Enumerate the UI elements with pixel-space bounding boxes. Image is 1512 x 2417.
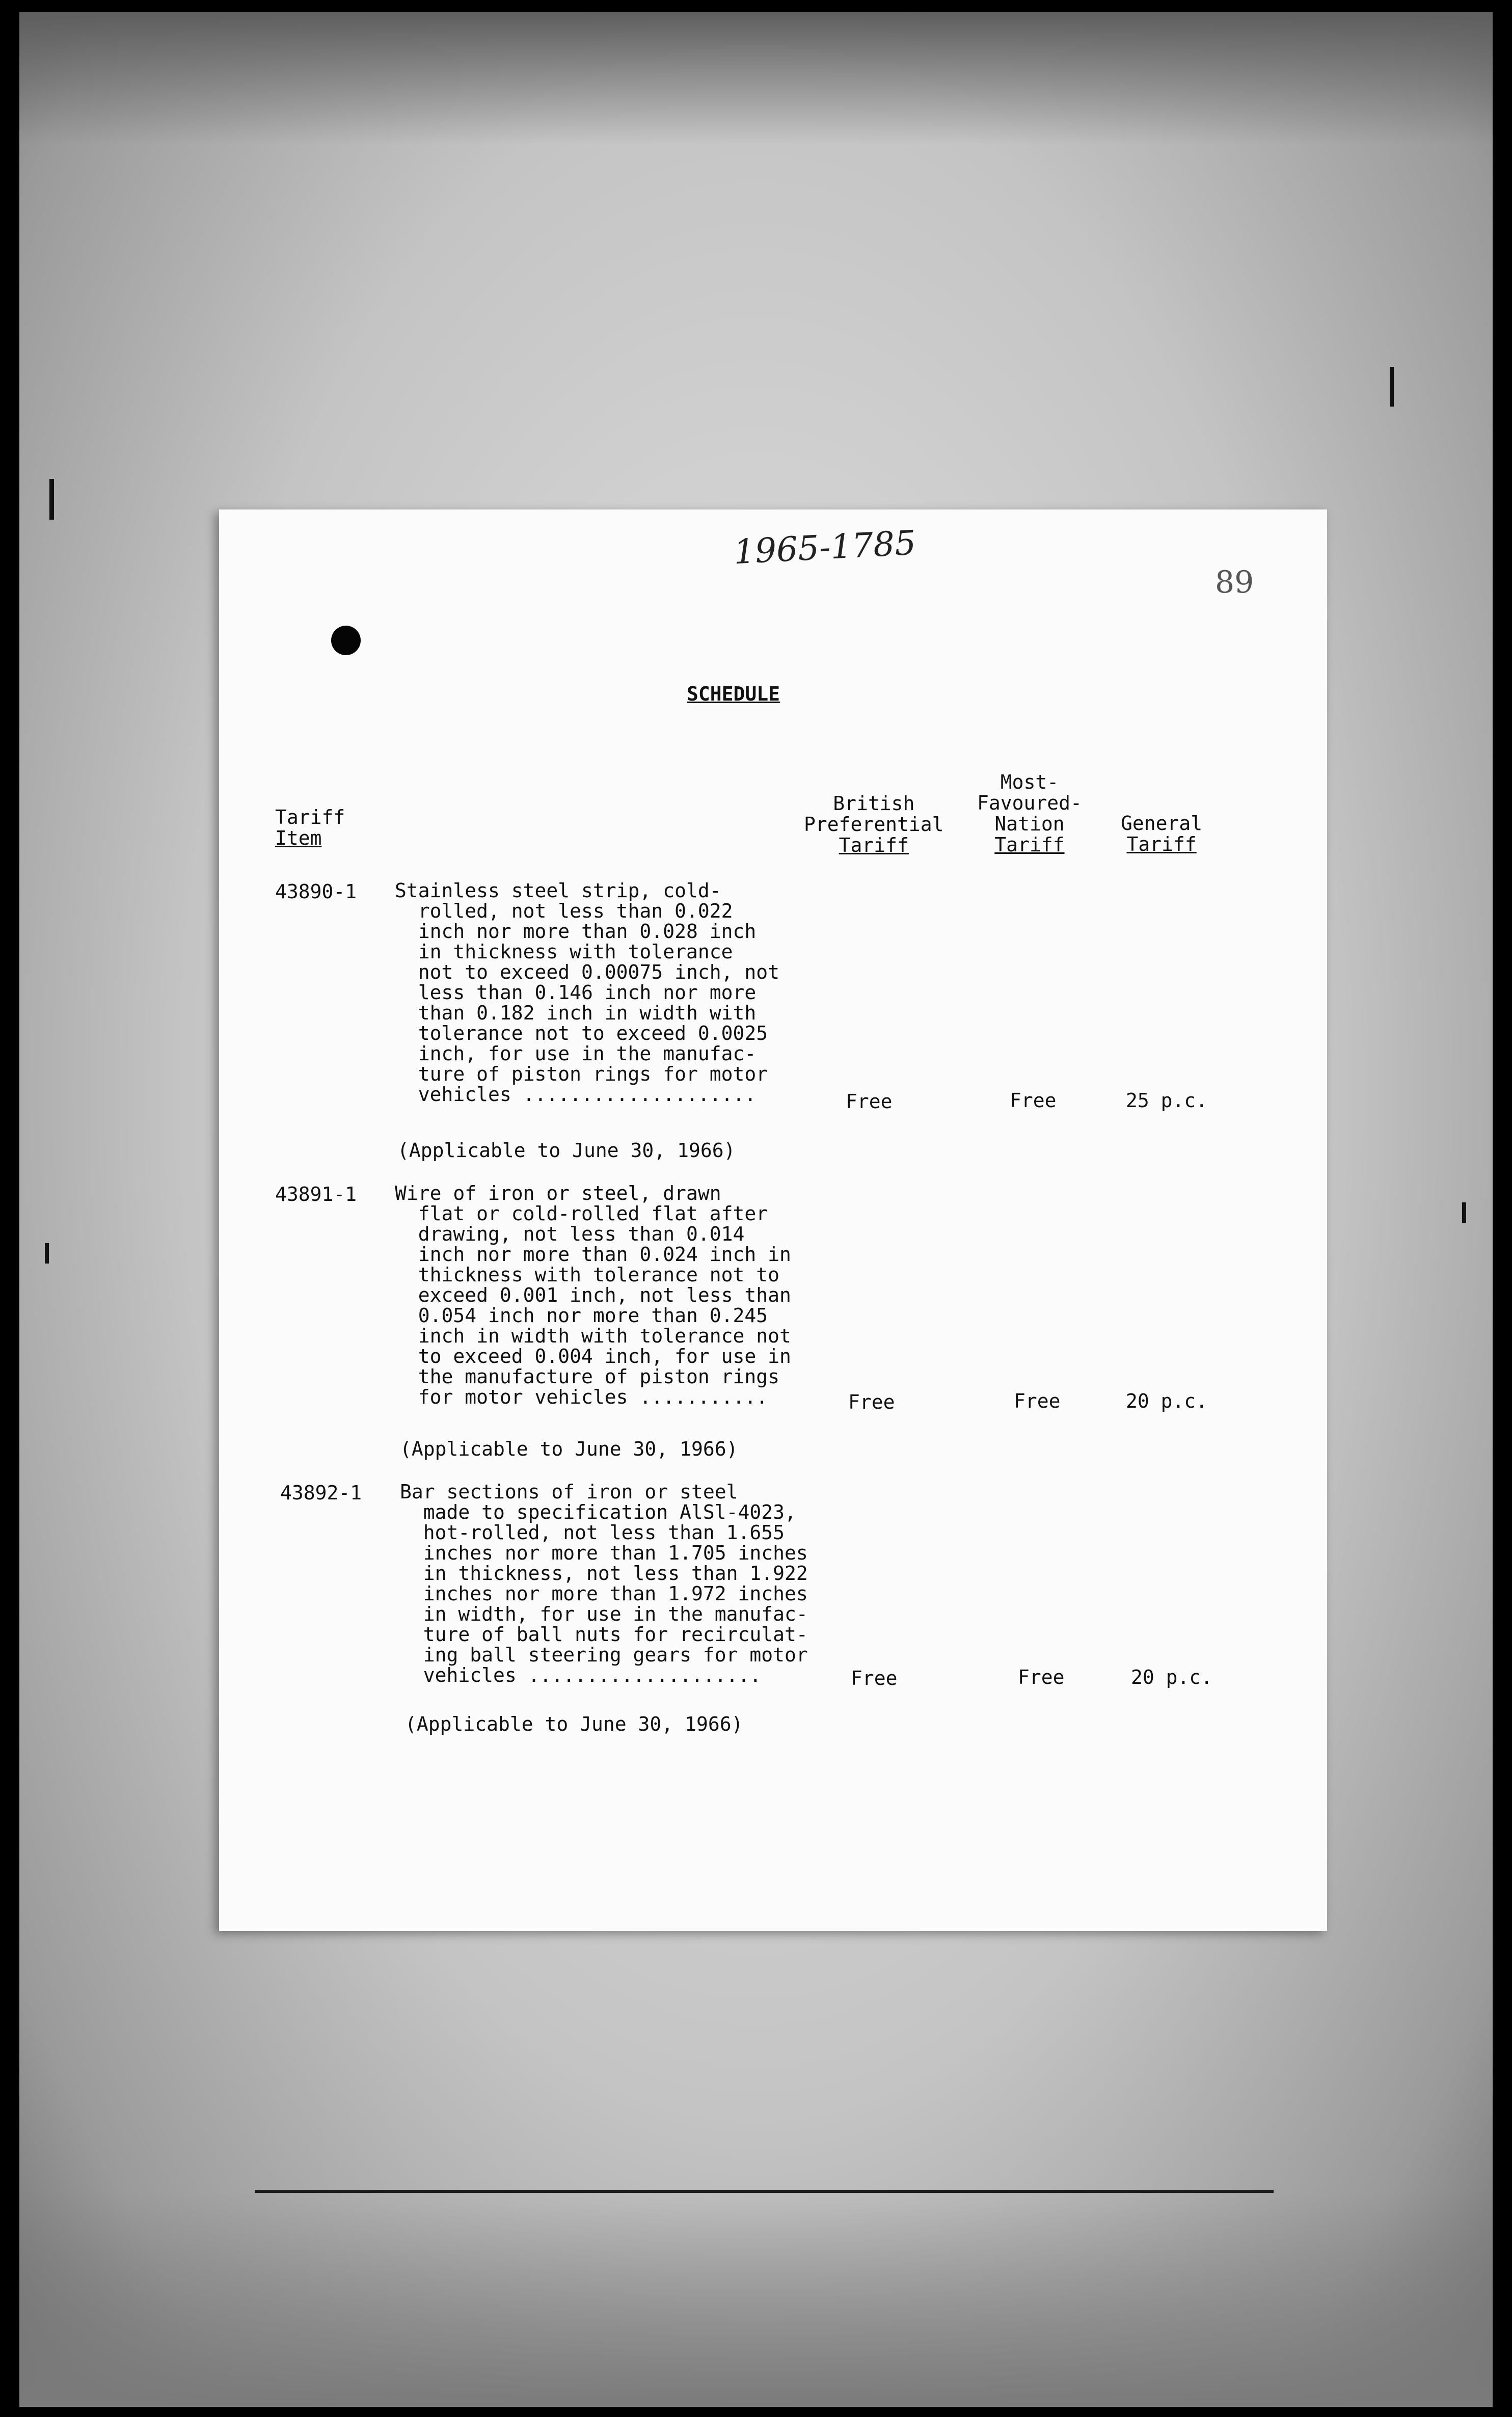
british-preferential-rate: Free <box>848 1391 895 1413</box>
film-mark-left <box>49 479 54 520</box>
most-favoured-nation-rate: Free <box>1014 1390 1061 1412</box>
document-page <box>219 509 1327 1931</box>
punch-hole <box>331 626 361 655</box>
film-mark-right <box>1390 367 1394 407</box>
applicability-note: (Applicable to June 30, 1966) <box>397 1139 736 1162</box>
british-preferential-rate: Free <box>851 1667 898 1689</box>
header-tariff-item: Tariff Item <box>275 806 345 849</box>
tariff-item-description: Stainless steel strip, cold- rolled, not less than 0.022 inch nor more than 0.028 inch in thickness with tolerance not to exceed 0.00075 inch, not less than 0.146 inch nor more than 0.182 inch in width with tolerance not to exceed 0.0025 inch, for use in the manufac- ture of piston rings for motor vehicles .................... <box>395 879 779 1106</box>
header-british-preferential: British Preferential Tariff <box>804 792 944 856</box>
tariff-item-number: 43892-1 <box>280 1482 362 1504</box>
most-favoured-nation-rate: Free <box>1018 1666 1065 1688</box>
general-rate: 20 p.c. <box>1126 1390 1208 1412</box>
tariff-item-number: 43891-1 <box>275 1183 357 1205</box>
general-rate: 25 p.c. <box>1126 1089 1208 1112</box>
film-edge-line <box>255 2190 1274 2193</box>
header-most-favoured-nation: Most- Favoured- Nation Tariff <box>977 771 1082 856</box>
header-general: General Tariff <box>1121 812 1203 855</box>
handwritten-reference: 1965-1785 <box>733 523 917 572</box>
film-mark-plus-left <box>45 1243 49 1264</box>
applicability-note: (Applicable to June 30, 1966) <box>400 1438 738 1460</box>
page-title: SCHEDULE <box>687 683 780 705</box>
applicability-note: (Applicable to June 30, 1966) <box>405 1713 743 1735</box>
british-preferential-rate: Free <box>846 1090 893 1113</box>
most-favoured-nation-rate: Free <box>1010 1089 1057 1112</box>
film-mark-plus-right <box>1462 1202 1466 1223</box>
page-number: 89 <box>1215 565 1254 600</box>
general-rate: 20 p.c. <box>1131 1666 1213 1688</box>
tariff-item-number: 43890-1 <box>275 880 357 903</box>
tariff-item-description: Bar sections of iron or steel made to specification AlSl-4023, hot-rolled, not less than 1.655 inches nor more than 1.705 inches in thickness, not less than 1.922 inches nor more than 1.972 inches in width, for use in the manufac- ture of ball nuts for recirculat- ing ball steering gears for motor vehicles .................... <box>400 1481 808 1686</box>
tariff-item-description: Wire of iron or steel, drawn flat or cold-rolled flat after drawing, not less than 0.014 inch nor more than 0.024 inch in thickness with tolerance not to exceed 0.001 inch, not less than 0.054 inch nor more than 0.245 inch in width with tolerance not to exceed 0.004 inch, for use in the manufacture of piston rings for motor vehicles ........... <box>395 1182 791 1408</box>
